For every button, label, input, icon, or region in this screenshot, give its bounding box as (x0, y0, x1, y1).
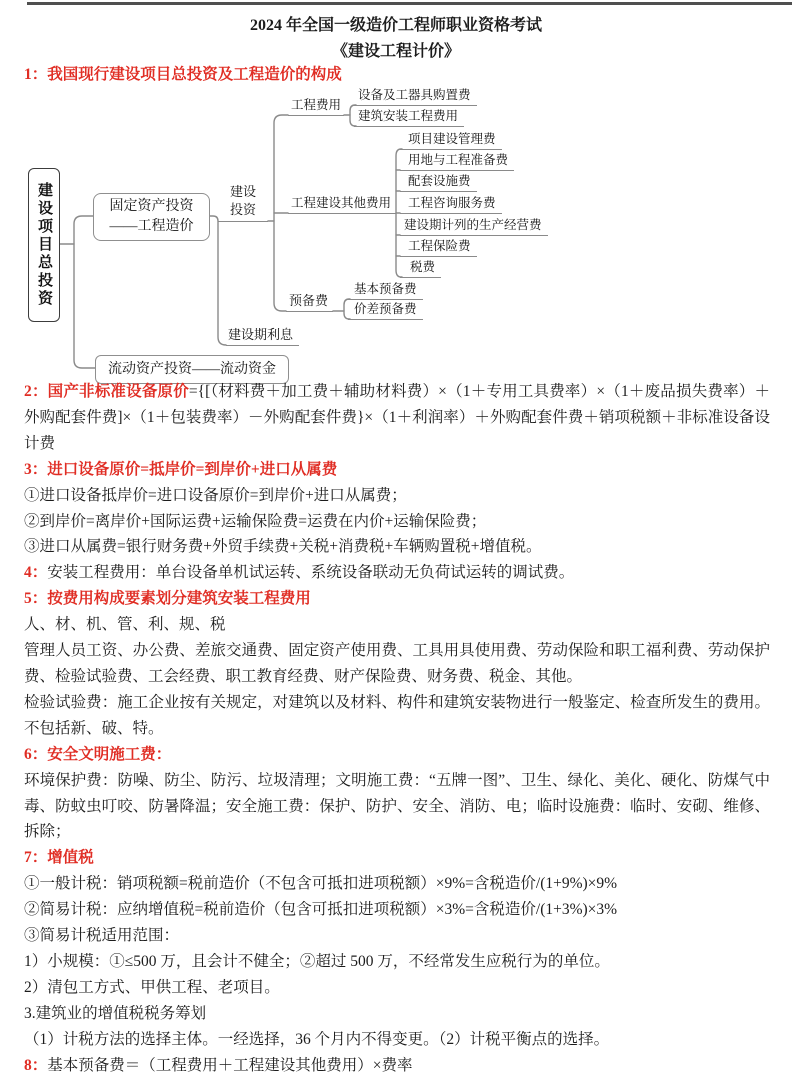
diagram-node-consulting-service-fee: 工程咨询服务费 (400, 194, 502, 214)
diagram-node-engineering-cost: 工程费用 (288, 96, 344, 116)
diagram-node-reserve-fund: 预备费 (286, 292, 333, 312)
section-2-formula: ={[（材料费＋加工费＋辅助材料费）×（1＋专用工具费率）×（1＋废品损失费率）＋外购配套件费]×（1＋包装费率）－外购配套件费}×（1＋利润率）＋外购配套件费＋销项税额＋非标准设备设计费 (24, 383, 770, 452)
diagram-node-supporting-facilities-fee: 配套设施费 (400, 172, 477, 192)
document-title: 2024 年全国一级造价工程师职业资格考试 (249, 17, 542, 34)
diagram-node-land-preparation-fee: 用地与工程准备费 (400, 151, 514, 171)
section-5-line-3: 检验试验费：施工企业按有关规定，对建筑以及材料、构件和建筑安装物进行一般鉴定、检查所发生的费用。不包括新、破、特。 (24, 693, 770, 737)
diagram-node-engineering-insurance-fee: 工程保险费 (400, 237, 477, 257)
fixed-asset-line1: 固定资产投资 (109, 199, 194, 214)
section-6-heading: 6：安全文明施工费： (24, 745, 172, 763)
diagram-node-other-construction-costs: 工程建设其他费用 (288, 194, 396, 214)
section-8-text: 基本预备费＝（工程费用＋工程建设其他费用）×费率 (47, 1056, 413, 1074)
section-7-line-5: 2）清包工方式、甲供工程、老项目。 (24, 978, 280, 996)
diagram-node-basic-reserve: 基本预备费 (348, 280, 423, 300)
section-7-line-4: 1）小规模：①≤500 万，且会计不健全；②超过 500 万，不经常发生应税行为的单位。 (24, 952, 610, 970)
section-3-line-3: ③进口从属费=银行财务费+外贸手续费+关税+消费税+车辆购置税+增值税。 (24, 538, 542, 556)
section-7-line-2: ②简易计税：应纳增值税=税前造价（包含可抵扣进项税额）×3%=含税造价/(1+3%)×3% (24, 901, 618, 919)
section-7-line-6: 3.建筑业的增值税税务筹划 (24, 1004, 207, 1022)
diagram-node-production-operation-fee: 建设期计列的生产经营费 (400, 216, 548, 236)
section-7-line-7: （1）计税方法的选择主体。一经选择，36 个月内不得变更。（2）计税平衡点的选择。 (24, 1030, 610, 1048)
section-3-line-1: ①进口设备抵岸价=进口设备原价=到岸价+进口从属费； (24, 486, 407, 504)
diagram-node-fixed-asset-investment (93, 193, 210, 241)
section-8-number: 8： (24, 1056, 48, 1074)
section-7-heading: 7：增值税 (24, 849, 94, 867)
section-8-paragraph (24, 1053, 770, 1079)
section-3-heading: 3：进口设备原价=抵岸价=到岸价+进口从属费 (24, 460, 338, 478)
section-2-heading: 2：国产非标准设备原价 (24, 383, 189, 400)
section-4-paragraph (24, 560, 770, 586)
section-4-number: 4： (24, 564, 48, 582)
diagram-node-equipment-purchase-cost: 设备及工器具购置费 (354, 86, 477, 106)
section-7-line-1: ①一般计税：销项税额=税前造价（不包含可抵扣进项税额）×9%=含税造价/(1+9%)×9% (24, 875, 618, 893)
diagram-node-construction-investment: 建设投资 (218, 183, 268, 222)
section-1-heading: 1：我国现行建设项目总投资及工程造价的构成 (24, 66, 342, 83)
section-3-line-2: ②到岸价=离岸价+国际运费+运输保险费=运费在内价+运输保险费； (24, 512, 487, 530)
diagram-node-construction-installation-cost: 建筑安装工程费用 (354, 107, 464, 127)
diagram-node-project-management-fee: 项目建设管理费 (400, 130, 502, 150)
fixed-asset-line2: ——工程造价 (109, 219, 194, 234)
diagram-node-taxes-fee: 税费 (400, 258, 441, 278)
section-5-line-1: 人、材、机、管、利、规、税 (24, 616, 226, 634)
section-6-paragraph: 环境保护费：防噪、防尘、防污、垃圾清理；文明施工费：“五牌一图”、卫生、绿化、美化、硬化、防煤气中毒、防蚊虫叮咬、防暑降温；安全施工费：保护、防护、安全、消防、电；临时设施费：临时、安砌、维修、拆除； (24, 771, 770, 841)
section-5-heading: 5：按费用构成要素划分建筑安装工程费用 (24, 590, 311, 608)
diagram-node-construction-period-interest: 建设期利息 (226, 326, 299, 346)
notes-body (24, 379, 770, 1078)
section-7-line-3: ③简易计税适用范围： (24, 927, 180, 945)
investment-composition-diagram (0, 0, 600, 392)
diagram-node-current-asset-investment: 流动资产投资——流动资金 (95, 355, 289, 384)
section-2-paragraph (24, 379, 770, 457)
section-5-line-2: 管理人员工资、办公费、差旅交通费、固定资产使用费、工具用具使用费、劳动保险和职工福利费、劳动保护费、检验试验费、工会经费、职工教育经费、财产保险费、财务费、税金、其他。 (24, 642, 770, 685)
section-4-text: 安装工程费用：单台设备单机试运转、系统设备联动无负荷试运转的调试费。 (47, 564, 575, 582)
diagram-node-price-difference-reserve: 价差预备费 (348, 300, 423, 320)
diagram-node-project-total-investment: 建设项目总投资 (28, 168, 60, 322)
document-subtitle: 《建设工程计价》 (331, 43, 460, 60)
